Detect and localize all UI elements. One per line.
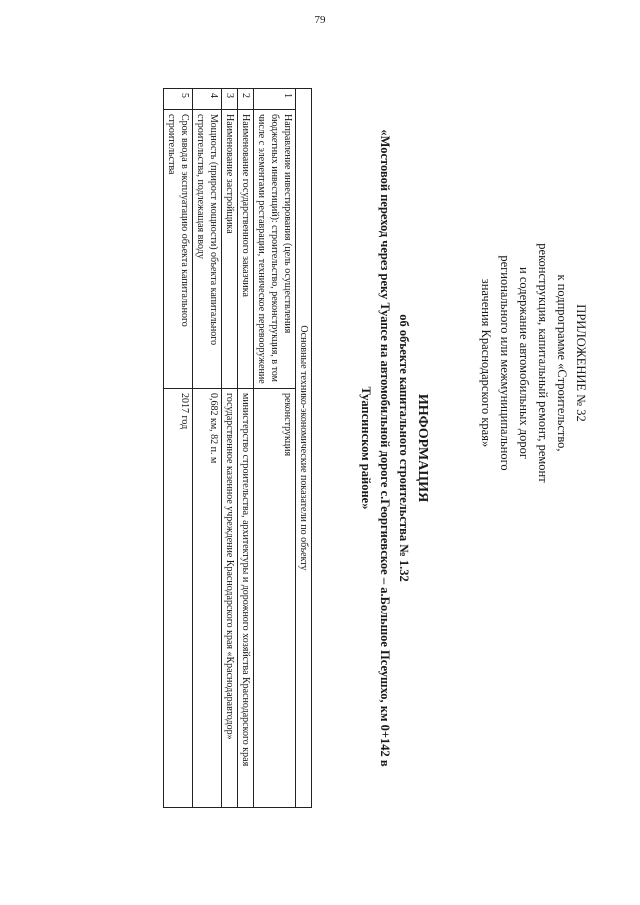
row-number: 5 <box>164 89 193 110</box>
appendix-line: значения Краснодарского края» <box>479 278 493 448</box>
info-line: об объекте капитального строительства № 1.32 <box>397 314 411 582</box>
appendix-block <box>476 198 590 528</box>
row-value: государственное казенное учреждение Краснодарского края «Краснодаравтодор» <box>222 389 238 808</box>
row-number: 2 <box>238 89 254 110</box>
indicators-table <box>163 88 312 808</box>
table-header: Основные технико-экономические показатели по объекту <box>296 89 312 808</box>
table-row <box>254 89 296 808</box>
appendix-line: и содержание автомобильных дорог <box>517 267 531 459</box>
row-parameter: Направление инвестирования (цель осуществления бюджетных инвестиций): строительство, реконструкция, в том числе с элементами реставрации, техническое перевооружение <box>254 110 296 389</box>
row-value: 2017 год <box>164 389 193 808</box>
row-parameter: Наименование застройщика <box>222 110 238 389</box>
row-number: 1 <box>254 89 296 110</box>
table-row <box>238 89 254 808</box>
info-heading <box>356 88 432 808</box>
appendix-line: регионального или межмуниципального <box>498 255 512 471</box>
row-parameter: Мощность (прирост мощности) объекта капитального строительства, подлежащая вводу <box>193 110 222 389</box>
info-line: «Мостовой переход через реку Туапсе на автомобильной дороге с.Георгиевское – а.Большое Псеушхо, км 0+142 в <box>378 129 392 767</box>
row-number: 4 <box>193 89 222 110</box>
row-value: реконструкция <box>254 389 296 808</box>
row-value: 0,682 км, 82 п. м <box>193 389 222 808</box>
row-number: 3 <box>222 89 238 110</box>
table-header-row <box>296 89 312 808</box>
rotated-page-content <box>40 48 600 848</box>
row-value: министерство строительства, архитектуры и дорожного хозяйства Краснодарского края <box>238 389 254 808</box>
row-parameter: Наименование государственного заказчика <box>238 110 254 389</box>
row-parameter: Срок ввода в эксплуатацию объекта капитального строительства <box>164 110 193 389</box>
info-title: ИНФОРМАЦИЯ <box>415 393 430 503</box>
appendix-line: к подпрограмме «Строительство, <box>555 274 569 452</box>
appendix-line: реконструкция, капитальный ремонт, ремонт <box>536 243 550 483</box>
page-number: 79 <box>314 14 326 26</box>
appendix-title: ПРИЛОЖЕНИЕ № 32 <box>574 304 588 422</box>
info-line: Туапсинском районе» <box>359 386 373 510</box>
table-row <box>193 89 222 808</box>
table-row <box>222 89 238 808</box>
table-row <box>164 89 193 808</box>
